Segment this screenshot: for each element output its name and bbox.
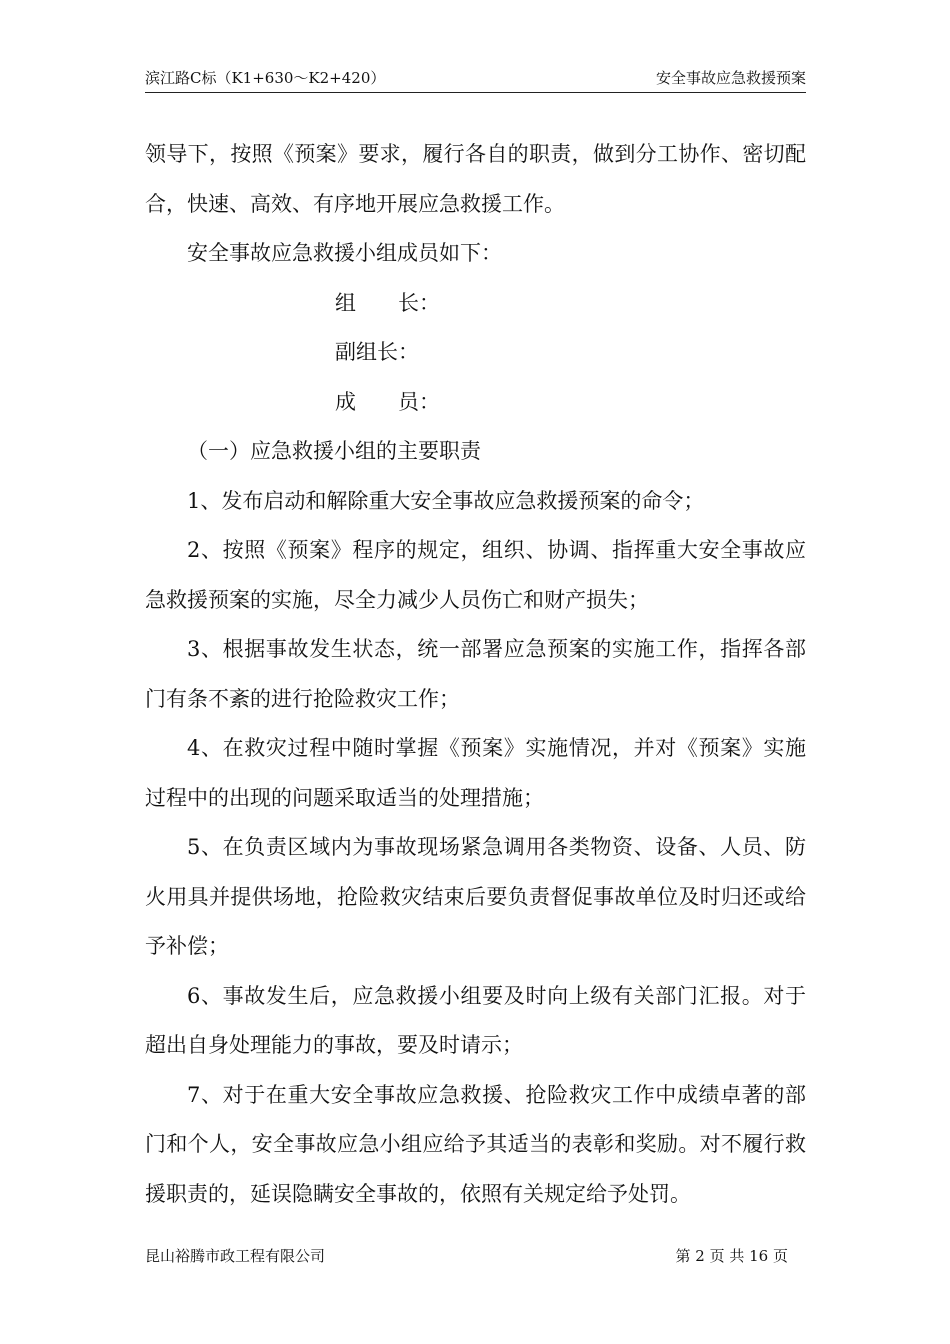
footer-page-number: 第 2 页 共 16 页: [675, 1247, 788, 1265]
roster-leader: 组 长：: [335, 290, 440, 315]
page-header: [145, 66, 806, 93]
continuation-paragraph: 领导下，按照《预案》要求，履行各自的职责，做到分工协作、密切配合，快速、高效、有序地开展应急救援工作。: [145, 142, 806, 216]
duty-item: 2、按照《预案》程序的规定，组织、协调、指挥重大安全事故应急救援预案的实施，尽全力减少人员伤亡和财产损失；: [145, 538, 806, 612]
page-footer: [145, 1244, 806, 1268]
roster-members: 成 员：: [335, 389, 440, 414]
duty-item: 3、根据事故发生状态，统一部署应急预案的实施工作，指挥各部门有条不紊的进行抢险救灾工作；: [145, 637, 806, 711]
members-intro: 安全事故应急救援小组成员如下：: [187, 241, 502, 265]
footer-company-name: 昆山裕腾市政工程有限公司: [145, 1247, 326, 1265]
duty-item: 7、对于在重大安全事故应急救援、抢险救灾工作中成绩卓著的部门和个人，安全事故应急小组应给予其适当的表彰和奖励。对不履行救援职责的，延误隐瞒安全事故的，依照有关规定给予处罚。: [145, 1082, 806, 1206]
duty-item: 1、发布启动和解除重大安全事故应急救援预案的命令；: [187, 488, 705, 513]
duty-item: 6、事故发生后，应急救援小组要及时向上级有关部门汇报。对于超出自身处理能力的事故，要及时请示；: [145, 983, 806, 1057]
header-project-title: 滨江路C标（K1+630～K2+420）: [145, 69, 386, 87]
section-title: （一）应急救援小组的主要职责: [187, 439, 481, 463]
roster-deputy-leader: 副组长：: [335, 340, 419, 364]
duty-item: 4、在救灾过程中随时掌握《预案》实施情况，并对《预案》实施过程中的出现的问题采取适当的处理措施；: [145, 736, 806, 810]
duty-item: 5、在负责区域内为事故现场紧急调用各类物资、设备、人员、防火用具并提供场地，抢险救灾结束后要负责督促事故单位及时归还或给予补偿；: [145, 835, 806, 958]
document-body: [145, 130, 806, 1219]
header-document-title: 安全事故应急救援预案: [655, 69, 806, 87]
